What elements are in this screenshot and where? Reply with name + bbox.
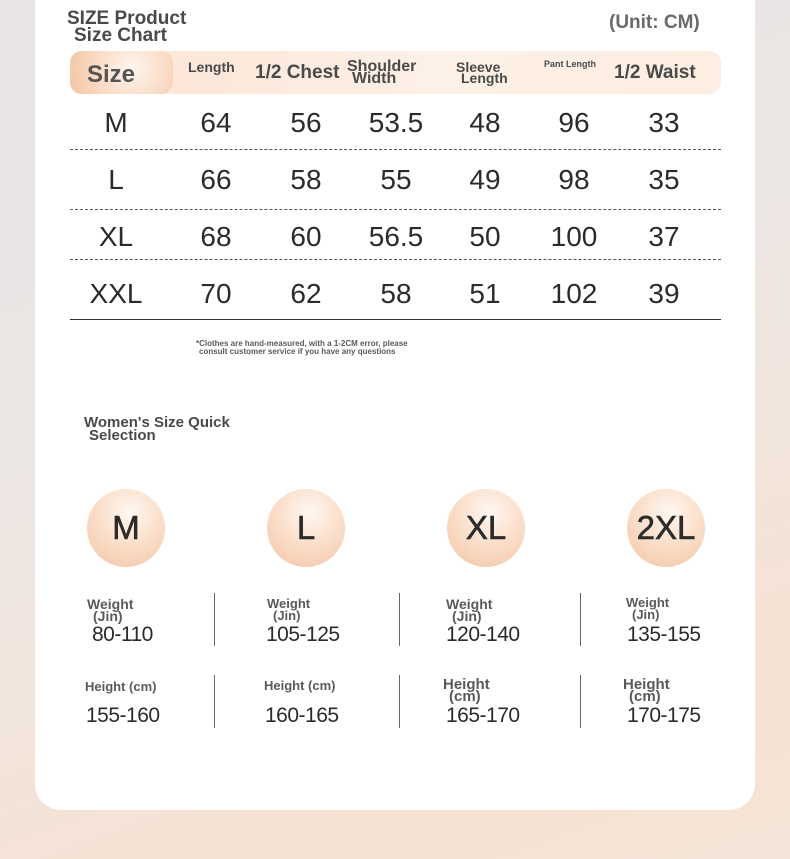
weight-label-line2: (Jin) (93, 608, 123, 624)
weight-label-line2: (Jin) (452, 608, 482, 624)
size-circle-l: L (267, 489, 345, 567)
height-label-line1: Height (623, 676, 670, 693)
header-waist: 1/2 Waist (614, 62, 696, 83)
height-label-line1: Height (cm) (264, 678, 336, 693)
column-separator (580, 593, 581, 646)
header-shoulder-line1: Shoulder (347, 58, 417, 75)
quick-selection-title (84, 416, 284, 442)
cell-waist: 39 (648, 278, 680, 309)
header-sleeve-line1: Sleeve (456, 59, 501, 75)
weight-label-line2: (Jin) (273, 608, 301, 623)
weight-label-line1: Weight (267, 596, 311, 611)
header-sleeve (456, 59, 526, 86)
cell-chest: 58 (290, 164, 322, 195)
cell-size: XL (98, 221, 134, 252)
column-separator (399, 593, 400, 646)
cell-shoulder: 56.5 (368, 221, 424, 252)
note-line1: *Clothes are hand-measured, with a 1-2CM error, please (196, 339, 408, 348)
weight-label-line1: Weight (626, 595, 670, 610)
table-row (70, 269, 721, 319)
weight-label-line1: Weight (87, 596, 134, 612)
cell-waist: 33 (648, 107, 680, 138)
row-divider (70, 259, 721, 260)
weight-value: 80-110 (92, 623, 153, 646)
height-value: 155-160 (86, 704, 160, 727)
weight-label-line1: Weight (446, 596, 493, 612)
height-label-line2: (cm) (449, 688, 481, 705)
chart-title-line2: Size Chart (74, 25, 167, 46)
weight-label (626, 597, 669, 621)
cell-length: 64 (200, 107, 232, 138)
height-label (443, 676, 490, 705)
cell-sleeve: 49 (469, 164, 501, 195)
height-label (85, 681, 157, 693)
size-circle-m: M (87, 489, 165, 567)
cell-shoulder: 55 (380, 164, 412, 195)
height-label-line1: Height (443, 676, 490, 693)
note-line2: consult customer service if you have any questions (199, 347, 396, 356)
cell-chest: 60 (290, 221, 322, 252)
cell-pant: 100 (550, 221, 598, 252)
header-size: Size (87, 61, 136, 88)
cell-pant: 96 (558, 107, 590, 138)
column-separator (580, 675, 581, 728)
column-separator (214, 675, 215, 728)
weight-label (87, 598, 133, 622)
measurement-note (196, 340, 476, 356)
height-label (264, 680, 336, 692)
unit-label: (Unit: CM) (609, 12, 700, 33)
cell-sleeve: 51 (469, 278, 501, 309)
table-row (70, 155, 721, 205)
cell-size: M (104, 107, 128, 138)
size-circle-xl: XL (447, 489, 525, 567)
size-circle-2xl: 2XL (627, 489, 705, 567)
cell-sleeve: 48 (469, 107, 501, 138)
cell-shoulder: 53.5 (368, 107, 424, 138)
header-chest: 1/2 Chest (255, 62, 340, 83)
cell-chest: 62 (290, 278, 322, 309)
weight-label-line2: (Jin) (632, 607, 660, 622)
column-separator (214, 593, 215, 646)
height-value: 165-170 (446, 704, 520, 727)
table-row (70, 98, 721, 148)
weight-label (446, 598, 492, 622)
cell-size: XXL (89, 278, 143, 309)
cell-chest: 56 (290, 107, 322, 138)
height-value: 170-175 (627, 704, 701, 727)
header-length: Length (188, 59, 235, 75)
chart-title (67, 10, 267, 44)
cell-length: 66 (200, 164, 232, 195)
row-divider (70, 209, 721, 210)
header-pant-length: Pant Length (544, 59, 596, 69)
header-shoulder-line2: Width (352, 70, 397, 87)
height-label-line1: Height (cm) (85, 679, 157, 694)
cell-shoulder: 58 (380, 278, 412, 309)
weight-label (267, 598, 310, 622)
header-sleeve-line2: Length (461, 70, 508, 86)
quick-title-line1: Women's Size Quick (84, 414, 230, 431)
weight-value: 120-140 (446, 623, 520, 646)
column-separator (399, 675, 400, 728)
cell-sleeve: 50 (469, 221, 501, 252)
height-label-line2: (cm) (629, 688, 661, 705)
table-row (70, 212, 721, 262)
height-value: 160-165 (265, 704, 339, 727)
row-divider (70, 149, 721, 150)
cell-length: 68 (200, 221, 232, 252)
quick-title-line2: Selection (89, 427, 156, 444)
weight-value: 135-155 (627, 623, 701, 646)
header-shoulder (347, 58, 437, 87)
cell-pant: 102 (550, 278, 598, 309)
weight-value: 105-125 (266, 623, 340, 646)
cell-waist: 35 (648, 164, 680, 195)
cell-waist: 37 (648, 221, 680, 252)
height-label (623, 676, 670, 705)
cell-length: 70 (200, 278, 232, 309)
chart-title-line1: SIZE Product (67, 8, 187, 29)
cell-pant: 98 (558, 164, 590, 195)
cell-size: L (108, 164, 124, 195)
table-bottom-rule (70, 319, 721, 320)
